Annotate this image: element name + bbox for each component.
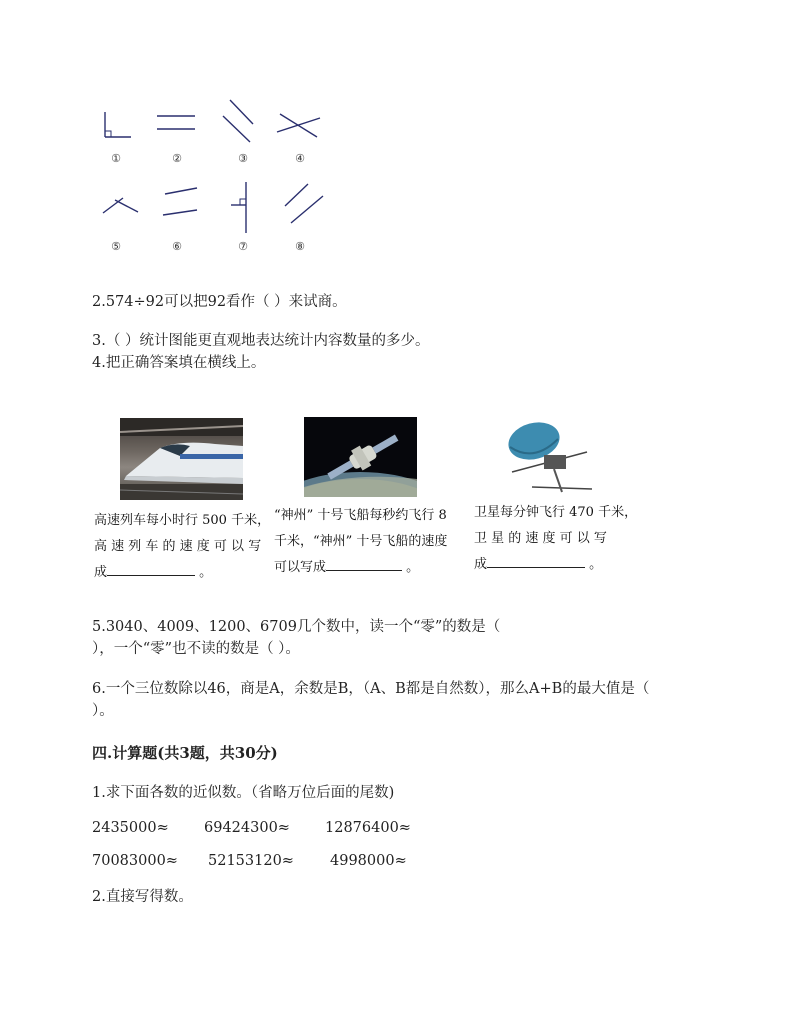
train-photo	[120, 418, 243, 500]
caption-satellite-line-1: 卫星每分钟飞行 470 千米，	[474, 505, 638, 520]
approx-item-1: 2435000≈	[92, 820, 169, 836]
question-5-line-1: 5.3040、4009、1200、6709几个数中，读一个“零”的数是（	[92, 619, 501, 635]
caption-shenzhou-line-3: 可以写成	[274, 560, 327, 575]
answer-blank-train[interactable]	[107, 561, 195, 576]
answer-blank-satellite[interactable]	[487, 553, 585, 568]
question-6-line-2: ）。	[92, 703, 114, 719]
caption-shenzhou-line-1: “神州” 十号飞船每秒约飞行 8	[274, 508, 447, 523]
question-5-line-2: ），一个“零”也不读的数是（ ）。	[92, 641, 300, 657]
figure-label-6: ⑥	[172, 240, 182, 253]
caption-shenzhou-line-2: 千米，“神州” 十号飞船的速度	[274, 534, 448, 549]
caption-train-line-1: 高速列车每小时行 500 千米，	[94, 513, 271, 528]
caption-satellite	[474, 500, 637, 578]
caption-train	[94, 508, 270, 586]
caption-satellite-line-2: 卫 星 的 速 度 可 以 写	[474, 531, 607, 546]
figure-label-4: ④	[295, 152, 305, 165]
section-4-question-1: 1.求下面各数的近似数。（省略万位后面的尾数)	[92, 785, 395, 801]
caption-shenzhou	[274, 503, 447, 581]
answer-blank-shenzhou[interactable]	[326, 556, 402, 571]
approx-item-4: 70083000≈	[92, 853, 178, 869]
question-3: 3.（ ）统计图能更直观地表达统计内容数量的多少。	[92, 333, 430, 349]
question-4: 4.把正确答案填在横线上。	[92, 355, 266, 371]
question-6-line-1: 6.一个三位数除以46，商是A，余数是B，（A、B都是自然数），那么A+B的最大值是（	[92, 681, 650, 697]
line-figures-row-1	[95, 92, 335, 152]
approx-item-5: 52153120≈	[208, 853, 294, 869]
end-mark: 。	[406, 560, 420, 575]
question-2: 2.574÷92可以把92看作（ ）来试商。	[92, 294, 347, 310]
figure-label-7: ⑦	[238, 240, 248, 253]
caption-train-line-3: 成	[94, 565, 108, 580]
satellite-photo	[492, 417, 604, 497]
figure-label-5: ⑤	[111, 240, 121, 253]
figure-label-8: ⑧	[295, 240, 305, 253]
figure-label-2: ②	[172, 152, 182, 165]
section-4-heading: 四.计算题(共3题，共30分)	[92, 744, 278, 762]
section-4-question-2: 2.直接写得数。	[92, 889, 193, 905]
caption-satellite-line-3: 成	[474, 557, 488, 572]
shenzhou-spacecraft-photo	[304, 417, 417, 497]
approx-item-2: 69424300≈	[204, 820, 290, 836]
caption-train-line-2: 高 速 列 车 的 速 度 可 以 写	[94, 539, 262, 554]
end-mark: 。	[199, 565, 213, 580]
approx-item-6: 4998000≈	[330, 853, 407, 869]
approx-item-3: 12876400≈	[325, 820, 411, 836]
end-mark: 。	[589, 557, 603, 572]
figure-label-3: ③	[238, 152, 248, 165]
line-figures-row-2	[95, 178, 335, 238]
figure-label-1: ①	[111, 152, 121, 165]
